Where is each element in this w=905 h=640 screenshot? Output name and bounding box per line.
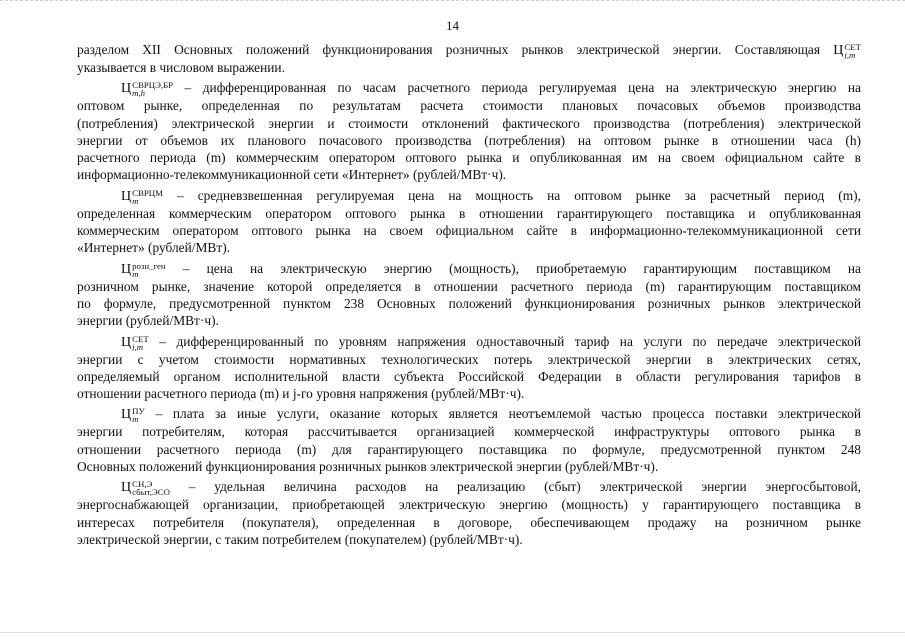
- intro-paragraph: [77, 40, 861, 76]
- text-line: интересах потребителя (покупателя), определенная в договоре, обеспечивающем продажу на розничном рынке: [77, 514, 861, 530]
- text-line: «Интернет» (рублей/МВт).: [77, 240, 231, 256]
- symbol-indices: [132, 480, 170, 496]
- page-number: 14: [446, 18, 459, 33]
- text-line: Основных положений функционирования розничных рынков электрической энергии (рублей/МВт·ч).: [77, 459, 659, 475]
- symbol-indices: [132, 407, 145, 423]
- text-line: отношении расчетного периода (m) и j-го уровня напряжения (рублей/МВт·ч).: [77, 386, 525, 402]
- symbol-superscript: ПУ: [132, 406, 145, 417]
- term-description-start: – дифференцированная по часам расчетного периода регулируемая цена на электрическую энергию на: [173, 80, 861, 96]
- symbol-subscript: j,m: [844, 50, 856, 59]
- scan-top-edge: [0, 0, 905, 7]
- symbol-subscript: сбыт,ЭСО: [132, 487, 170, 497]
- symbol-superscript: СЕТ: [132, 333, 149, 344]
- symbol-superscript: розн_ген: [132, 260, 166, 271]
- tariff-symbol: Ц: [121, 188, 132, 204]
- text-line: [77, 40, 861, 59]
- term-description-start: – плата за иные услуги, оказание которых является неотъемлемой частью процесса поставки электрической: [144, 406, 861, 422]
- text-line: розничном рынке, значение которой определяется в отношении расчетного периода (m) гарантирующим поставщиком: [77, 278, 861, 294]
- term-first-line: [77, 184, 861, 205]
- text-line: расчетного периода (m) коммерческим оператором оптового рынка и опубликованная им на своем официальном сайте в: [77, 150, 861, 166]
- text-line: по формуле, предусмотренной пунктом 238 Основных положений функционирования розничных рынков электрической: [77, 295, 861, 311]
- tariff-symbol: Ц: [833, 43, 844, 58]
- symbol-indices: [132, 262, 165, 278]
- text-line: электрической энергии, с таким потребителем (покупателем) (рублей/МВт·ч).: [77, 531, 523, 547]
- text-line: оптовом рынке, определенная по результатам расчета стоимости плановых почасовых объемов производства: [77, 98, 861, 114]
- document-body: [77, 40, 861, 548]
- symbol-subscript: m: [132, 414, 139, 424]
- term-definitions: [77, 76, 861, 548]
- text-line: энергии (рублей/МВт·ч).: [77, 313, 219, 329]
- line-text: разделом XII Основных положений функционирования розничных рынков электрической энергии. Составляющая: [77, 42, 820, 57]
- symbol-indices: [844, 43, 861, 59]
- term-definition: [77, 330, 861, 403]
- text-line: энергоснабжающей организации, приобретающей электрическую энергию (мощность) у гарантирующего поставщика в: [77, 497, 861, 513]
- tariff-symbol: Ц: [121, 334, 132, 350]
- text-line: определенная коммерческим оператором оптового рынка в отношении гарантирующего поставщика и опубликованная: [77, 205, 861, 221]
- text-line: энергии потребителям, которая рассчитывается организацией коммерческой инфраструктуры оптового рынка в: [77, 424, 861, 440]
- symbol-indices: [132, 335, 149, 351]
- tariff-symbol: Ц: [121, 261, 132, 277]
- term-first-line: [77, 76, 861, 97]
- text-line: отношении расчетного периода (m) для гарантирующего поставщика по формуле, предусмотренной пунктом 248: [77, 441, 861, 457]
- term-first-line: [77, 402, 861, 423]
- symbol-subscript: j,m: [132, 341, 144, 351]
- text-line: определяемый органом исполнительной власти субъекта Российской Федерации в области регулирования тарифов в: [77, 368, 861, 384]
- symbol-indices: [132, 189, 163, 205]
- text-line: информационно-телекоммуникационной сети «Интернет» (рублей/МВт·ч).: [77, 167, 507, 183]
- term-description-start: – удельная величина расходов на реализацию (сбыт) электрической энергии энергосбытовой,: [169, 479, 861, 495]
- symbol-subscript: m,h: [132, 88, 146, 98]
- term-description-start: – средневзвешенная регулируемая цена на мощность на оптовом рынке за расчетный период (m),: [162, 187, 861, 203]
- symbol-superscript: СЕТ: [844, 42, 861, 52]
- text-line: указывается в числовом выражении.: [77, 60, 285, 75]
- term-definition: [77, 257, 861, 330]
- symbol-subscript: m: [132, 268, 139, 278]
- tariff-symbol: Ц: [121, 480, 132, 496]
- scan-bottom-edge: [0, 632, 905, 635]
- symbol-indices: [132, 81, 173, 97]
- symbol-superscript: СВРЦЭ,БР: [132, 80, 174, 91]
- term-definition: [77, 184, 861, 257]
- term-description-start: – дифференцированный по уровням напряжения одноставочный тариф на услуги по передаче электрической: [148, 333, 861, 349]
- text-line: (потребления) электрической энергии и стоимости отклонений фактического производства (потребления) электрической: [77, 115, 861, 131]
- text-line: коммерческим оператором оптового рынка на своем официальном сайте в информационно-телекоммуникационной сети: [77, 223, 861, 239]
- term-definition: [77, 475, 861, 548]
- text-line: энергии с учетом стоимости нормативных технологических потерь электрической энергии в электрических сетях,: [77, 351, 861, 367]
- symbol-superscript: СН,Э: [132, 479, 153, 490]
- term-definition: [77, 402, 861, 475]
- term-definition: [77, 76, 861, 183]
- tariff-symbol: Ц: [121, 81, 132, 97]
- text-line: энергии от объемов их планового почасового производства (потребления) на оптовом рынке в отношении часа (h): [77, 132, 861, 148]
- term-first-line: [77, 257, 861, 278]
- tariff-symbol: Ц: [121, 407, 132, 423]
- term-description-start: – цена на электрическую энергию (мощность), приобретаемую гарантирующим поставщиком на: [165, 260, 861, 276]
- symbol-superscript: СВРЦМ: [132, 187, 163, 198]
- symbol-subscript: m: [132, 195, 139, 205]
- term-first-line: [77, 475, 861, 496]
- term-first-line: [77, 330, 861, 351]
